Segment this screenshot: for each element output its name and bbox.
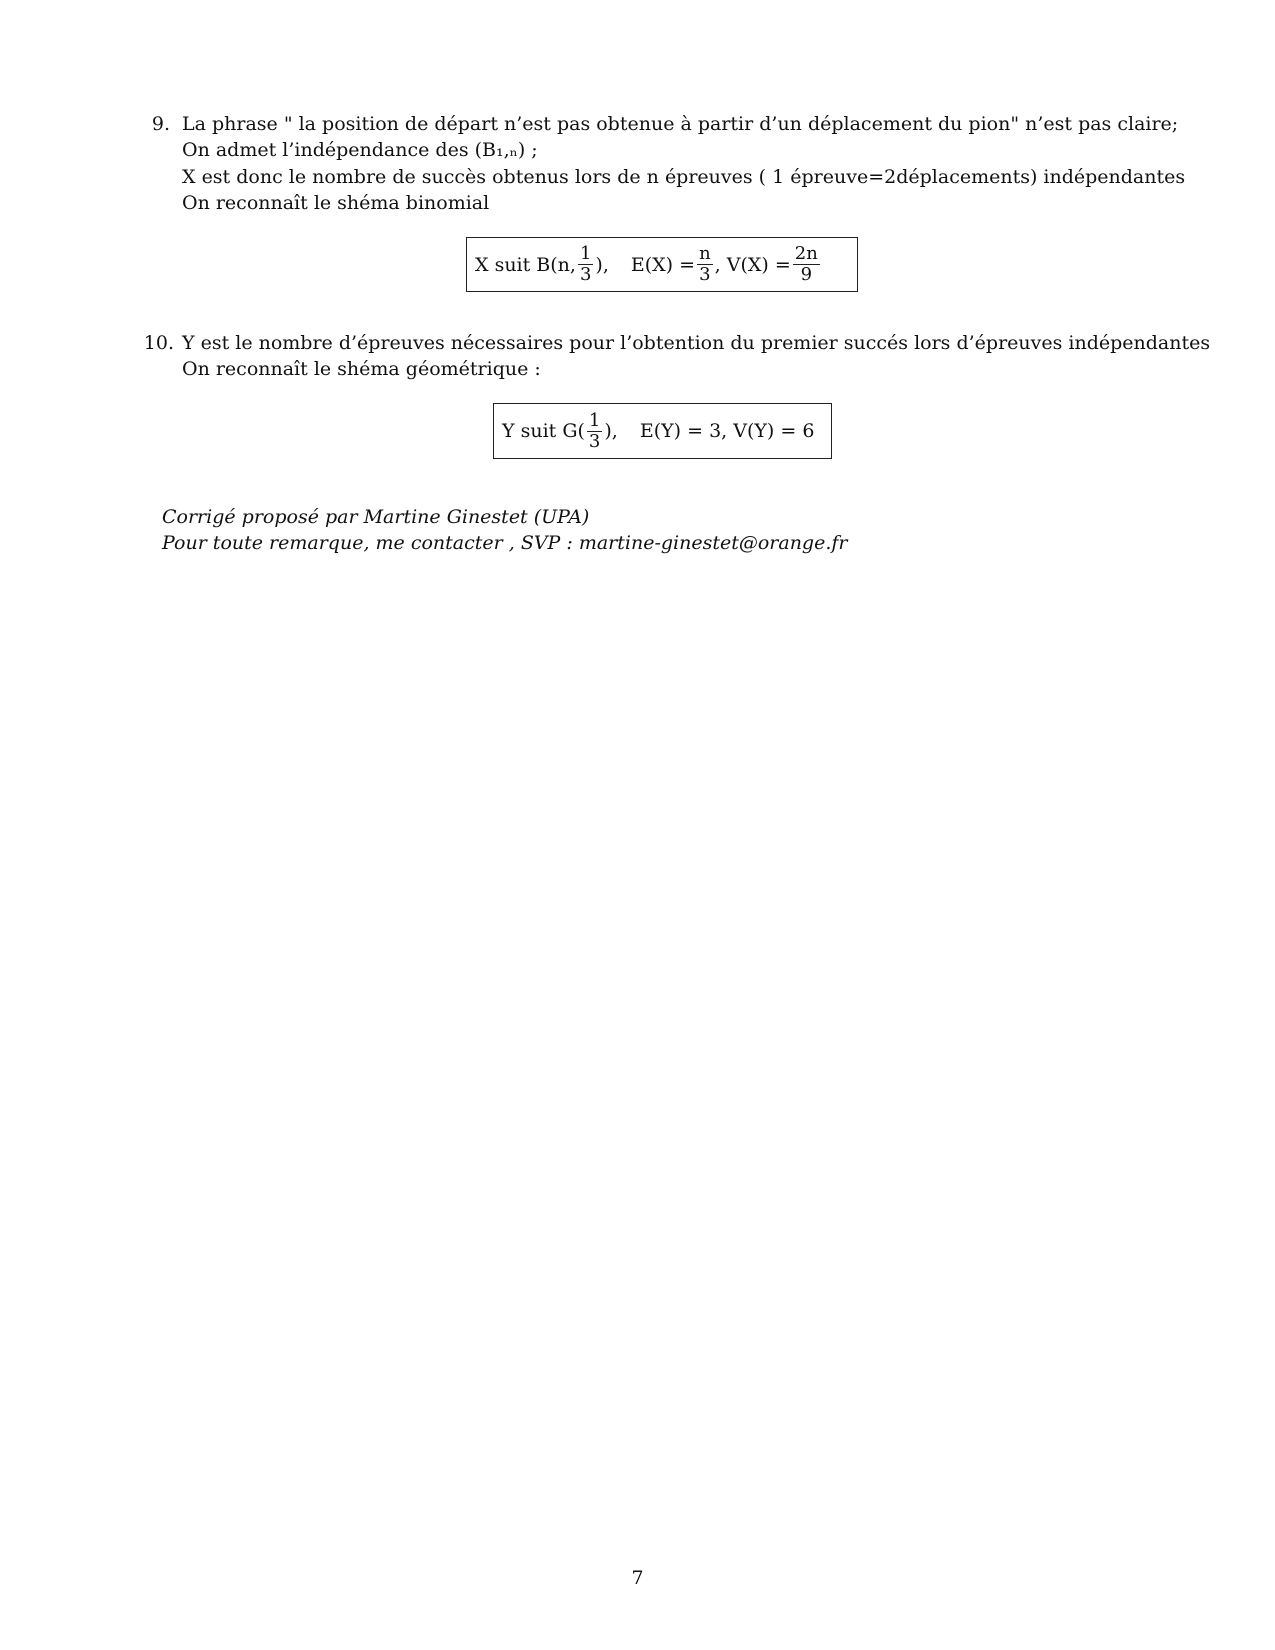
geometric-part-2: ),	[604, 420, 618, 442]
fraction-numerator: 2n	[794, 243, 818, 264]
fraction-numerator: n	[699, 243, 711, 264]
item-10-number: 10.	[143, 332, 174, 354]
signature-line-2: Pour toute remarque, me contacter , SVP : martine-ginestet@orange.fr	[162, 532, 848, 554]
item-9-line-4: On reconnaît le shéma binomial	[182, 192, 490, 214]
fraction-numerator: 1	[579, 243, 592, 264]
item-9-number: 9.	[151, 113, 170, 135]
geometric-formula-box	[493, 403, 832, 459]
binomial-formula-box	[466, 237, 858, 292]
binomial-fraction-expectation	[697, 244, 713, 285]
fraction-denominator: 3	[588, 430, 601, 452]
geometric-fraction-p	[587, 411, 602, 452]
binomial-fraction-p	[578, 244, 593, 285]
fraction-denominator: 9	[800, 264, 813, 285]
item-9-line-1: La phrase " la position de départ n’est pas obtenue à partir d’un déplacement du pion" n’est pas claire;	[182, 113, 1179, 135]
item-9-line-3: X est donc le nombre de succès obtenus lors de n épreuves ( 1 épreuve=2déplacements) indépendantes	[182, 166, 1186, 188]
binomial-expectation-label: E(X) =	[630, 253, 696, 276]
item-10-line-2: On reconnaît le shéma géométrique :	[182, 358, 541, 380]
fraction-denominator: 3	[699, 264, 711, 285]
geometric-moments: E(Y) = 3, V(Y) = 6	[639, 420, 815, 442]
binomial-fraction-variance	[793, 244, 820, 285]
fraction-denominator: 3	[579, 264, 592, 285]
geometric-part-1: Y suit G(	[502, 420, 585, 442]
binomial-part-2: ),	[595, 253, 609, 276]
item-10-line-1: Y est le nombre d’épreuves nécessaires pour l’obtention du premier succés lors d’épreuves indépendantes	[182, 332, 1211, 354]
binomial-variance-label: , V(X) =	[714, 253, 791, 276]
signature-line-1: Corrigé proposé par Martine Ginestet (UPA)	[162, 506, 590, 528]
item-9-line-2: On admet l’indépendance des (B₁,ₙ) ;	[182, 139, 538, 161]
binomial-part-1: X suit B(n,	[475, 253, 576, 276]
fraction-numerator: 1	[588, 409, 601, 431]
page-number: 7	[631, 1567, 644, 1589]
